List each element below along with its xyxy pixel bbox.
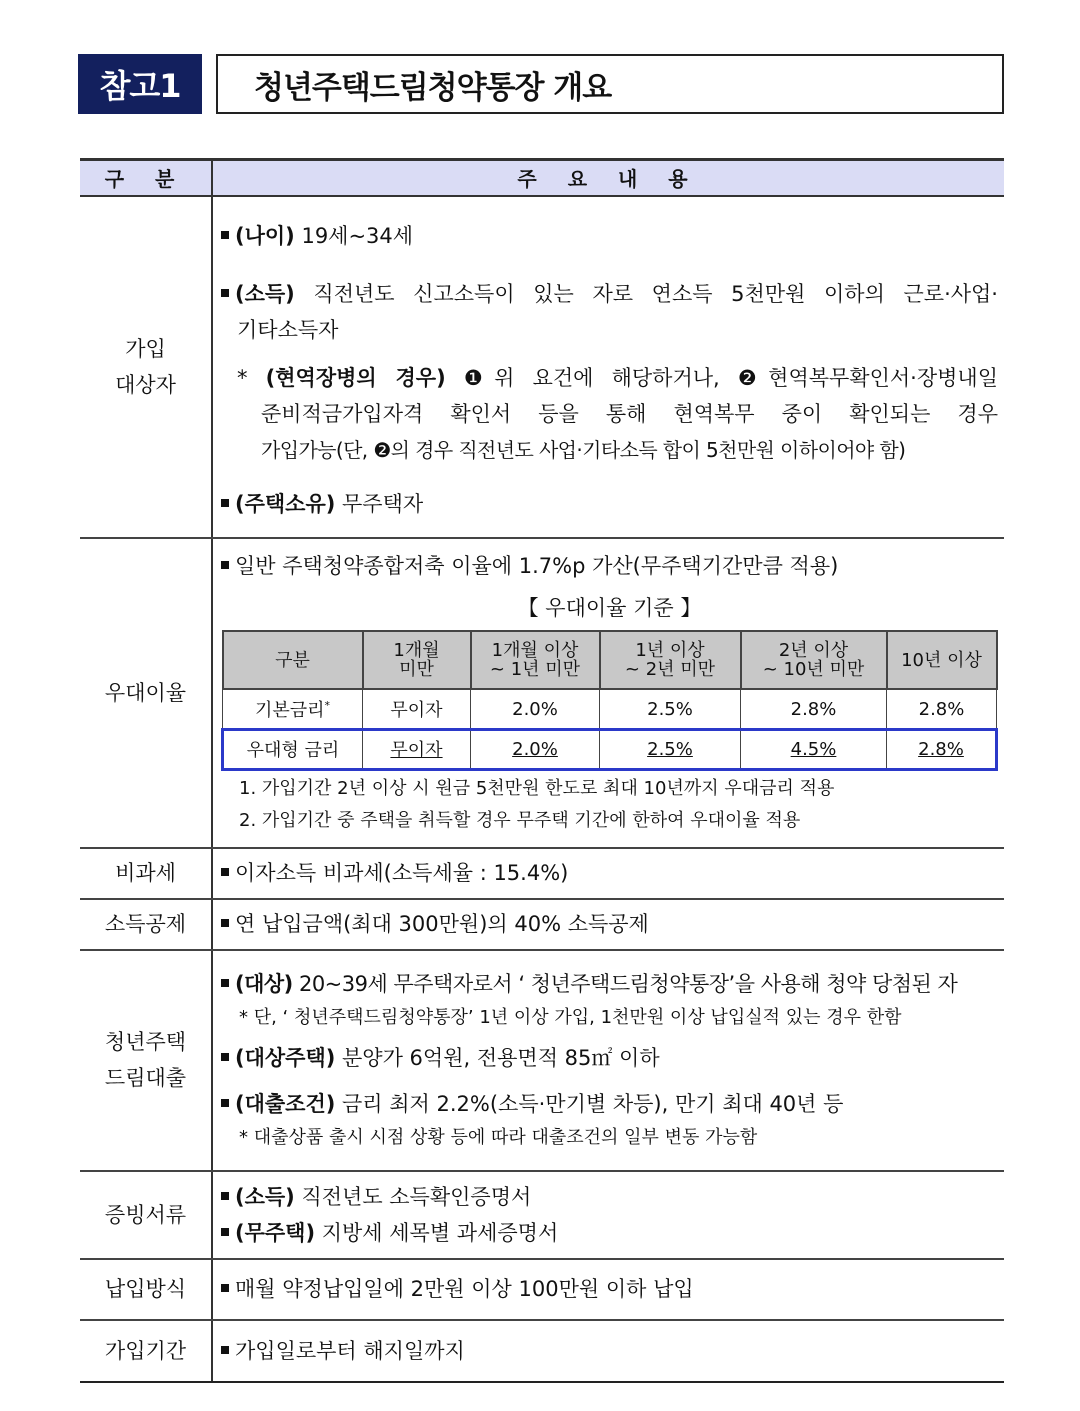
- bullet-icon: [221, 289, 229, 297]
- header-category: 구 분: [80, 160, 212, 196]
- bullet-icon: [221, 1099, 229, 1107]
- eligibility-income: (소득) 직전년도 신고소득이 있는 자로 연소득 5천만원 이하의 근로·사업·: [221, 276, 998, 312]
- bullet-icon: [221, 979, 229, 987]
- rate-pref-cell: 2.8%: [887, 729, 997, 769]
- loan-condition-note: * 대출상품 출시 시점 상황 등에 따라 대출조건의 일부 변동 가능함: [239, 1127, 758, 1148]
- rate-base-cell: 무이자: [363, 689, 471, 729]
- rate-pref-row: [223, 729, 997, 769]
- rate-table: [221, 630, 998, 771]
- category-period: 가입기간: [80, 1320, 212, 1382]
- rate-base-row: [223, 689, 997, 729]
- docs-income: (소득) 직전년도 소득확인증명서: [221, 1179, 998, 1215]
- rate-note-2: 2. 가입기간 중 주택을 취득할 경우 무주택 기간에 한하여 우대이율 적용: [239, 809, 801, 831]
- category-docs: 증빙서류: [80, 1171, 212, 1259]
- content-payment: 매월 약정납입일에 2만원 이상 100만원 이하 납입: [212, 1259, 1004, 1320]
- bullet-icon: [221, 919, 229, 927]
- content-eligibility: [212, 196, 1004, 538]
- bullet-icon: [221, 231, 229, 239]
- loan-condition: (대출조건) 금리 최저 2.2%(소득·만기별 차등), 만기 최대 40년 등: [221, 1086, 998, 1122]
- rate-pref-cell: 2.5%: [600, 729, 741, 769]
- rate-base-cell: 2.5%: [600, 689, 741, 729]
- content-period: 가입일로부터 해지일까지: [212, 1320, 1004, 1382]
- bullet-icon: [221, 1228, 229, 1236]
- content-rate: [212, 538, 1004, 848]
- row-tax: [80, 848, 1004, 899]
- page-title: 청년주택드림청약통장 개요: [216, 54, 1004, 114]
- bullet-icon: [221, 1192, 229, 1200]
- overview-table: [80, 158, 1004, 1383]
- row-payment: [80, 1259, 1004, 1320]
- rate-table-title: 【 우대이율 기준 】: [517, 596, 702, 621]
- bullet-icon: [221, 1346, 229, 1354]
- bullet-icon: [221, 1284, 229, 1292]
- loan-target: (대상) 20~39세 무주택자로서 ‘ 청년주택드림청약통장’을 사용해 청약 당첨된 자: [221, 966, 998, 1002]
- rate-base-cell: 2.8%: [887, 689, 997, 729]
- title-bar: [78, 54, 1004, 114]
- rate-head-2: 1개월 이상 ~ 1년 미만: [471, 631, 600, 689]
- rate-note-1: 1. 가입기간 2년 이상 시 원금 5천만원 한도로 최대 10년까지 우대금리 적용: [239, 777, 835, 799]
- bullet-icon: [221, 499, 229, 507]
- category-rate: 우대이율: [80, 538, 212, 848]
- rate-pref-cell: 2.0%: [471, 729, 600, 769]
- row-docs: [80, 1171, 1004, 1259]
- category-payment: 납입방식: [80, 1259, 212, 1320]
- bullet-icon: [221, 868, 229, 876]
- loan-target-note: * 단, ‘ 청년주택드림청약통장’ 1년 이상 가입, 1천만원 이상 납입실적 있는 경우 한함: [239, 1007, 902, 1028]
- docs-house: (무주택) 지방세 세목별 과세증명서: [221, 1215, 998, 1251]
- rate-pref-cell: 4.5%: [741, 729, 887, 769]
- rate-head-4: 2년 이상 ~ 10년 미만: [741, 631, 887, 689]
- row-deduction: [80, 899, 1004, 950]
- bullet-icon: [221, 1053, 229, 1061]
- category-eligibility: 가입 대상자: [80, 196, 212, 538]
- rate-base-cell: 2.8%: [741, 689, 887, 729]
- eligibility-house: (주택소유) 무주택자: [221, 486, 998, 522]
- category-tax: 비과세: [80, 848, 212, 899]
- rate-intro: 일반 주택청약종합저축 이율에 1.7%p 가산(무주택기간만큼 적용): [221, 548, 998, 584]
- bullet-icon: [221, 561, 229, 569]
- category-loan: 청년주택 드림대출: [80, 950, 212, 1171]
- content-tax: 이자소득 비과세(소득세율 : 15.4%): [212, 848, 1004, 899]
- rate-head-3: 1년 이상 ~ 2년 미만: [600, 631, 741, 689]
- rate-head-5: 10년 이상: [887, 631, 997, 689]
- rate-base-label: 기본금리*: [223, 689, 363, 729]
- eligibility-soldier-cont: 준비적금가입자격 확인서 등을 통해 현역복무 중이 확인되는 경우: [261, 401, 998, 426]
- rate-pref-cell: 무이자: [363, 729, 471, 769]
- eligibility-soldier-cont2: 가입가능(단, ❷의 경우 직전년도 사업·기타소득 합이 5천만원 이하이어야 함): [261, 437, 906, 462]
- content-docs: [212, 1171, 1004, 1259]
- reference-badge: 참고1: [78, 54, 202, 114]
- eligibility-soldier: * (현역장병의 경우) ❶위 요건에 해당하거나, ❷현역복무확인서·장병내일: [237, 365, 998, 390]
- rate-head-1: 1개월 미만: [363, 631, 471, 689]
- rate-head-category: 구분: [223, 631, 363, 689]
- eligibility-age: (나이) 19세~34세: [221, 218, 998, 254]
- table-header-row: [80, 160, 1004, 196]
- rate-base-cell: 2.0%: [471, 689, 600, 729]
- content-deduction: 연 납입금액(최대 300만원)의 40% 소득공제: [212, 899, 1004, 950]
- row-loan: [80, 950, 1004, 1171]
- header-content: 주 요 내 용: [212, 160, 1004, 196]
- eligibility-income-cont: 기타소득자: [237, 317, 339, 342]
- loan-house: (대상주택) 분양가 6억원, 전용면적 85㎡ 이하: [221, 1040, 998, 1076]
- row-eligibility: [80, 196, 1004, 538]
- rate-header-row: [223, 631, 997, 689]
- content-loan: [212, 950, 1004, 1171]
- rate-pref-label: 우대형 금리: [223, 729, 363, 769]
- category-deduction: 소득공제: [80, 899, 212, 950]
- row-rate: [80, 538, 1004, 848]
- row-period: [80, 1320, 1004, 1382]
